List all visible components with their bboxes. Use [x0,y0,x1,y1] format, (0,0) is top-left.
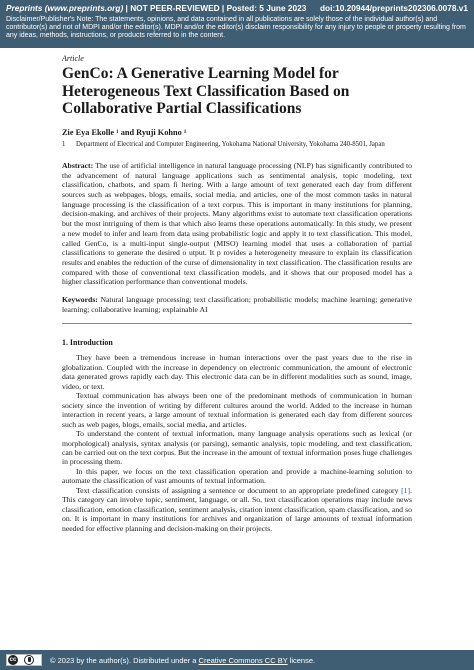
paragraph-text: . This category can involve topic, sentiment, language, or all. So, text classification operations may include news classification, emotion classification, sentiment analysis, citation intent classification, spam classification, and so on. It is important in many institutions for archives and organization of large amounts of textual information needed for effective planning and decision-making on their projects. [62,485,412,533]
posted-date: Posted: 5 June 2023 [226,3,307,13]
license-text [50,656,315,665]
creative-commons-icon: cc [9,657,17,663]
citation-link[interactable]: [1] [401,485,411,495]
paper-title: GenCo: A Generative Learning Model for Heterogeneous Text Classification Based on Collaborative Partial Classifications [62,65,350,117]
header-meta [6,3,306,13]
keywords-text: Natural language processing; text classification; probabilistic models; machine learning; generative learning; collaborative learning; explainable AI [62,295,412,314]
affiliation-number: 1 [62,140,66,148]
intro-paragraph-5 [62,486,412,533]
preprints-brand-link[interactable]: Preprints (www.preprints.org) [6,3,124,13]
license-text-part: license. [287,656,316,665]
paragraph-text: Text classification consists of assigning a sentence or document to an appropriate predefined category [76,485,402,495]
header-separator: | [219,3,227,13]
cc-by-license-badge[interactable] [6,654,42,666]
section-divider [62,323,412,324]
license-footer [0,650,474,670]
preprint-header-banner [0,0,474,48]
abstract-label: Abstract: [62,160,94,170]
paper-body [62,54,412,533]
affiliation [62,141,412,149]
intro-paragraph-1: They have been a tremendous increase in human interactions over the past years due to the rise in globalization. Coupled with the increase in dependency on electronic communication, the amount of electronic data generated grows rapidly each day. This electronic data can be in different modalities such as sound, image, video, or text. [62,353,412,391]
header-separator: | [123,3,131,13]
doi-link[interactable]: doi:10.20944/preprints202306.0078.v1 [319,3,468,13]
abstract [62,161,412,287]
intro-paragraph-2: Textual communication has always been one of the predominant methods of communication in human society since the invention of writing by different cultures around the world. Added to the increase in human interaction in recent years, a large amount of textual information is generated each day from different sources such as web pages, blogs, emails, social media, and articles. [62,391,412,429]
affiliation-text: Department of Electrical and Computer Engineering, Yokohama National University, Yokohama 240-8501, Japan [76,140,385,148]
abstract-text: The use of artificial intelligence in natural language processing (NLP) has significantly contributed to the advancement of natural language applications such as sentimental analysis, topic modeling, text classification, chatbots, and spam fi ltering. With a large amount of text generated each day from different sources such as webpages, blogs, emails, social media, and articles, one of the most common tasks in natural language processing is the classification of a text corpus. This is important in many institutions for planning, decision-making, and archives of their projects. Many algorithms exist to automate text classification operations but the most intriguing of them is that which also learns these operations automatically. In this study, we present a new model to infer and learn from data using probabilistic logic and apply it to text classification. This model, called GenCo, is a multi-input single-output (MISO) learning model that uses a collaboration of partial classifications to generate the desired o utput. It p rovides a heterogeneity measure to explain its classification results and enables the reduction of the curse of dimensionality in text classification. The classification results are compared with those of conventional text classification models, and it shows that our proposed model has a higher classification performance than conventional models. [62,160,412,287]
header-top-line [6,3,468,15]
intro-paragraph-4: In this paper, we focus on the text classification operation and provide a machine-learning solution to automate the classification of vast amounts of textual information. [62,466,412,486]
license-text-part: © 2023 by the author(s). Distributed under a [50,656,199,665]
keywords [62,295,412,314]
publisher-disclaimer: Disclaimer/Publisher's Note: The statements, opinions, and data contained in all publications are solely those of the individual author(s) and contributor(s) and not of MDPI and/or the editor(s). MDPI and/or the editor(s) disclaim responsibility for any injury to people or property resulting from any ideas, methods, instructions, or products referred to in the content. [6,16,466,40]
cc-by-license-link[interactable]: Creative Commons CC BY [198,656,288,665]
article-type-label: Article [62,54,84,63]
intro-paragraph-3: To understand the content of textual information, many language analysis operations such as lexical (or morphological) analysis, syntax analysis (or parsing), semantic analysis, topic modeling, and text classification, can be carried out on the text corpus. But the increase in the amount of textual information poses huge challenges in processing them. [62,429,412,467]
section-title-introduction: 1. Introduction [62,338,113,348]
keywords-label: Keywords: [62,295,98,305]
attribution-icon [24,655,34,665]
peer-review-status: NOT PEER-REVIEWED [130,3,220,13]
author-list: Zie Eya Ekolle ¹ and Ryuji Kohno ¹ [62,127,187,137]
